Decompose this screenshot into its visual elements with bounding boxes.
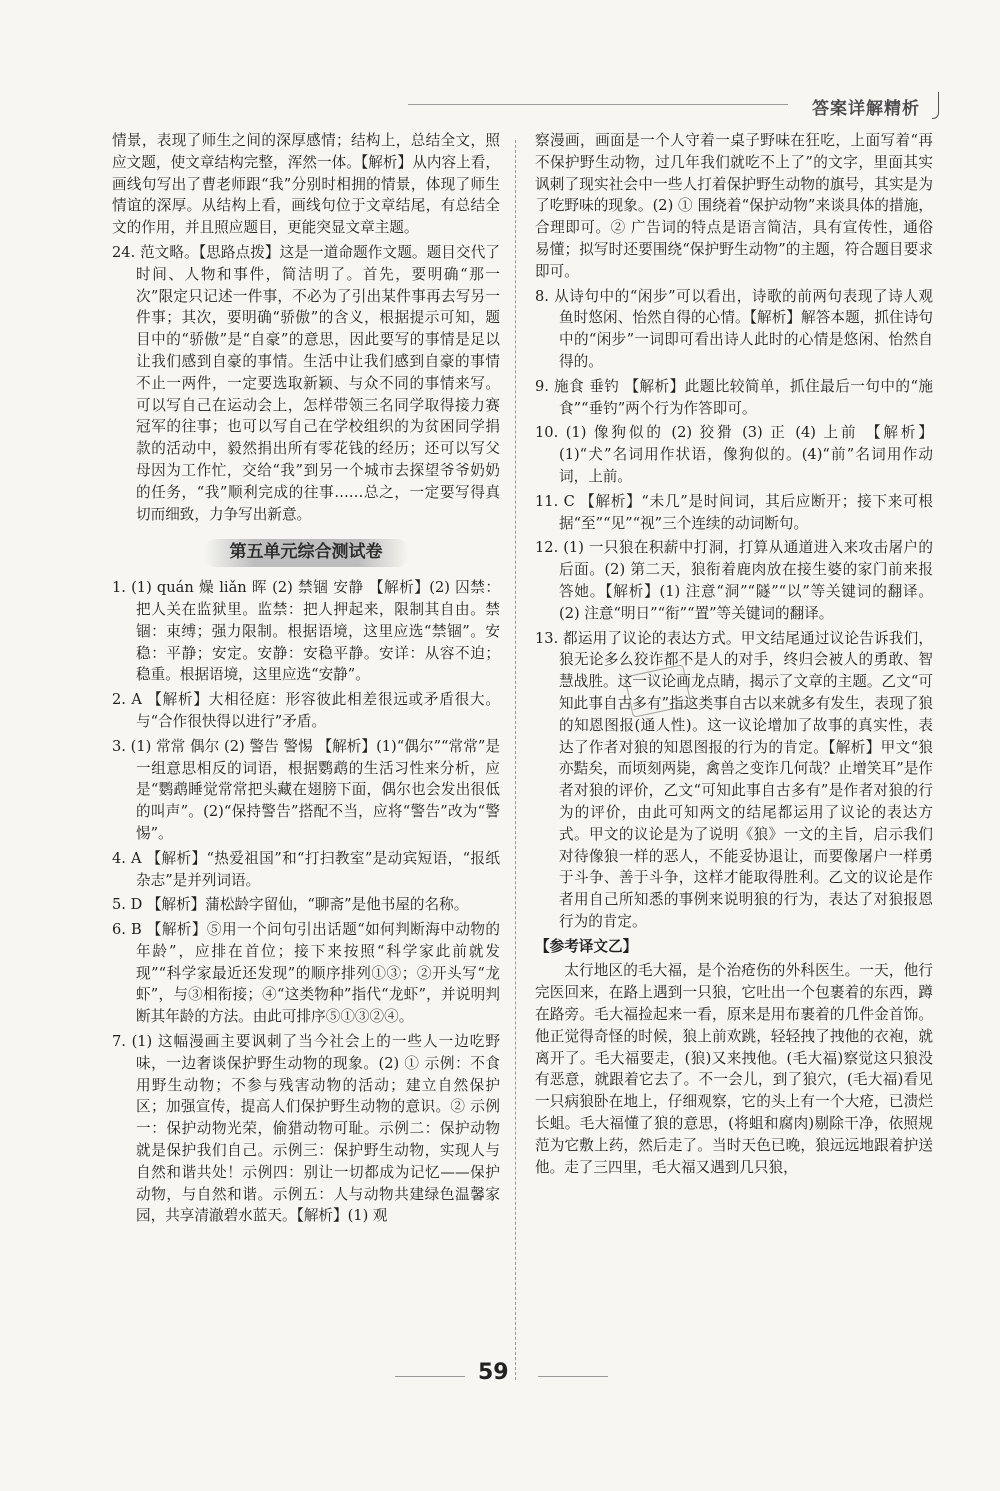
answer-item-24: 24. 范文略。【思路点拨】这是一道命题作文题。题目交代了时间、人物和事件，简洁明了。首先，要明确“那一次”限定只记述一件事，不必为了引出某件事再去写另一件事；其次，要明确“骄傲”的含义，根据提示可知，题目中的“骄傲”是“自豪”的意思，因此要写的事情是足以让我们感到自豪的事情。生活中让我们感到自豪的事情不止一两件，一定要选取新颖、与众不同的事情来写。可以写自己在运动会上，怎样带领三名同学取得接力赛冠军的往事；也可以写自己在学校组织的为贫困同学捐款的活动中，毅然捐出所有零花钱的经历；还可以写父母因为工作忙，交给“我”到另一个城市去探望爷爷奶奶的任务，“我”顺利完成的往事……总之，一定要写得真切而细致，力争写出新意。 [112,243,500,523]
column-divider [515,140,516,1380]
answer-item-5: 5. D 【解析】蒲松龄字留仙，“聊斋”是他书屋的名称。 [112,896,469,914]
answer-item-1: 1. (1) quán 燥 liǎn 晖 (2) 禁锢 安静 【解析】(2) 囚禁：把人关在监狱里。监禁：把人押起来，限制其自由。禁锢：束缚；强力限制。根据语境，这里应选“禁锢”。安稳：平静；安定。安静：安稳平静。安详：从容不迫；稳重。根据语境，这里应选“安静”。 [112,579,500,684]
right-column [535,130,933,1181]
answer-item-4: 4. A 【解析】“热爱祖国”和“打扫教室”是动宾短语，“报纸杂志”是并列词语。 [112,849,500,889]
answer-item-13: 13. 都运用了议论的表达方式。甲文结尾通过议论告诉我们，狼无论多么狡诈都不是人的对手，终归会被人的勇敢、智慧战胜。这一议论画龙点睛，揭示了文章的主题。乙文“可知此事自古多有”指这类事自古以来就多有发生，表现了狼的知恩图报(通人性)。这一议论增加了故事的真实性，表达了作者对狼的知恩图报的行为的肯定。【解析】甲文“狼亦黠矣，而顷刻两毙，禽兽之变诈几何哉？止增笑耳”是作者对狼的评价，乙文“可知此事自古多有”是作者对狼的行为的评价，由此可知两文的结尾都运用了议论的表达方式。甲文的议论是为了说明《狼》一文的主旨，启示我们对待像狼一样的恶人，不能妥协退让，而要像屠户一样勇于斗争、善于斗争，这样才能取得胜利。乙文的议论是作者用自己所知悉的事例来说明狼的行为，表达了对狼报恩行为的肯定。 [535,629,933,930]
site-logo [818,1420,970,1480]
reference-translation-text: 太行地区的毛大福，是个治疮伤的外科医生。一天，他行完医回来，在路上遇到一只狼，它吐出一个包裹着的东西，蹲在路旁。毛大福捡起来一看，原来是用布裹着的几件金首饰。他正觉得奇怪的时候，狼上前欢跳，轻轻拽了拽他的衣袍，就离开了。毛大福要走，(狼)又来拽他。(毛大福)察觉这只狼没有恶意，就跟着它去了。不一会儿，到了狼穴，(毛大福)看见一只病狼卧在地上，仔细观察，它的头上有一个大疮，已溃烂长蛆。毛大福懂了狼的意思，(将蛆和腐肉)剔除干净，依照规范为它敷上药，然后走了。当时天色已晚，狼远远地跟着护送他。走了三四里，毛大福又遇到几只狼， [535,962,933,1176]
header-rule [408,104,788,105]
answer-item-12: 12. (1) 一只狼在积薪中打洞，打算从通道进入来攻击屠户的后面。(2) 第二天，狼衔着鹿肉放在接生婆的家门前来报答她。【解析】(1) 注意“洞”“隧”“以”等关键词的翻译。(2) 注意“明日”“衔”“置”等关键词的翻译。 [535,539,933,622]
answer-paragraph-continued: 情景，表现了师生之间的深厚感情；结构上，总结全文，照应文题，使文章结构完整，浑然一体。【解析】从内容上看，画线句写出了曹老师跟“我”分别时相拥的情景，体现了师生情谊的深厚。从结构上看，画线句位于文章结尾，有总结全文的作用，并且照应题目，更能突显文章主题。 [112,132,500,237]
header-bracket [932,92,939,119]
answer-item-9: 9. 施食 垂钓 【解析】此题比较简单，抓住最后一句中的“施食”“垂钓”两个行为作答即可。 [535,377,933,417]
unit-title: 第五单元综合测试卷 [204,539,409,567]
header-title: 答案详解精析 [812,99,920,119]
unit-title-banner [112,539,500,567]
page-number: 59 [478,1360,509,1385]
answer-item-2: 2. A 【解析】大相径庭：形容彼此相差很远或矛盾很大。与“合作很快得以进行”矛盾。 [112,691,500,730]
answer-item-7-continued: 察漫画，画面是一个人守着一桌子野味在狂吃，上面写着“再不保护野生动物，过几年我们就吃不上了”的文字，里面其实讽刺了现实社会中一些人打着保护野生动物的旗号，其实是为了吃野味的现象。(2) ① 围绕着“保护动物”来谈具体的措施，合理即可。② 广告词的特点是语言简洁，具有宣传性，通俗易懂；拟写时还要围绕“保护野生动物”的主题，符合题目要求即可。 [535,132,933,280]
footer-rule-right [538,1376,608,1377]
answer-item-6: 6. B 【解析】⑤用一个问句引出话题“如何判断海中动物的年龄”，应排在首位；接下来按照“科学家此前就发现”“科学家最近还发现”的顺序排列①③；②开头写“龙虾”，与③相衔接；④“这类物种”指代“龙虾”，并说明判断其年龄的方法。由此可排序⑤①③②④。 [112,921,500,1026]
answer-item-7: 7. (1) 这幅漫画主要讽刺了当今社会上的一些人一边吃野味，一边奢谈保护野生动物的现象。(2) ① 示例：不食用野生动物；不参与残害动物的活动；建立自然保护区；加强宣传，提高人们保护野生动物的意识。② 示例一：保护动物光荣，偷猎动物可耻。示例二：保护动物就是保护我们自己。示例三：保护野生动物，实现人与自然和谐共处！示例四：别让一切都成为记忆——保护动物，与自然和谐。示例五：人与动物共建绿色温馨家园，共享清澈碧水蓝天。【解析】(1) 观 [112,1033,500,1225]
reference-translation-title: 【参考译文乙】 [535,937,638,955]
answer-item-11: 11. C 【解析】“未几”是时间词，其后应断开；接下来可根据“至”“见”“视”三个连续的动词断句。 [535,492,933,532]
answer-item-10: 10. (1) 像狗似的 (2) 狡猾 (3) 正 (4) 上前 【解析】(1)“犬”名词用作状语，像狗似的。(4)“前”名词用作动词，上前。 [535,424,933,485]
footer-rule-left [395,1376,465,1377]
left-column [112,130,500,1230]
answer-item-8: 8. 从诗句中的“闲步”可以看出，诗歌的前两句表现了诗人观鱼时悠闲、怡然自得的心情。【解析】解答本题，抓住诗句中的“闲步”一词即可看出诗人此时的心情是悠闲、怡然自得的。 [535,287,933,370]
answer-item-3: 3. (1) 常常 偶尔 (2) 警告 警惕 【解析】(1)“偶尔”“常常”是一组意思相反的词语，根据鹦鹉的生活习性来分析，应是“鹦鹉睡觉常常把头藏在翅膀下面，偶尔也会发出很低的叫声”。(2)“保持警告”搭配不当，应将“警告”改为“警惕”。 [112,737,500,842]
